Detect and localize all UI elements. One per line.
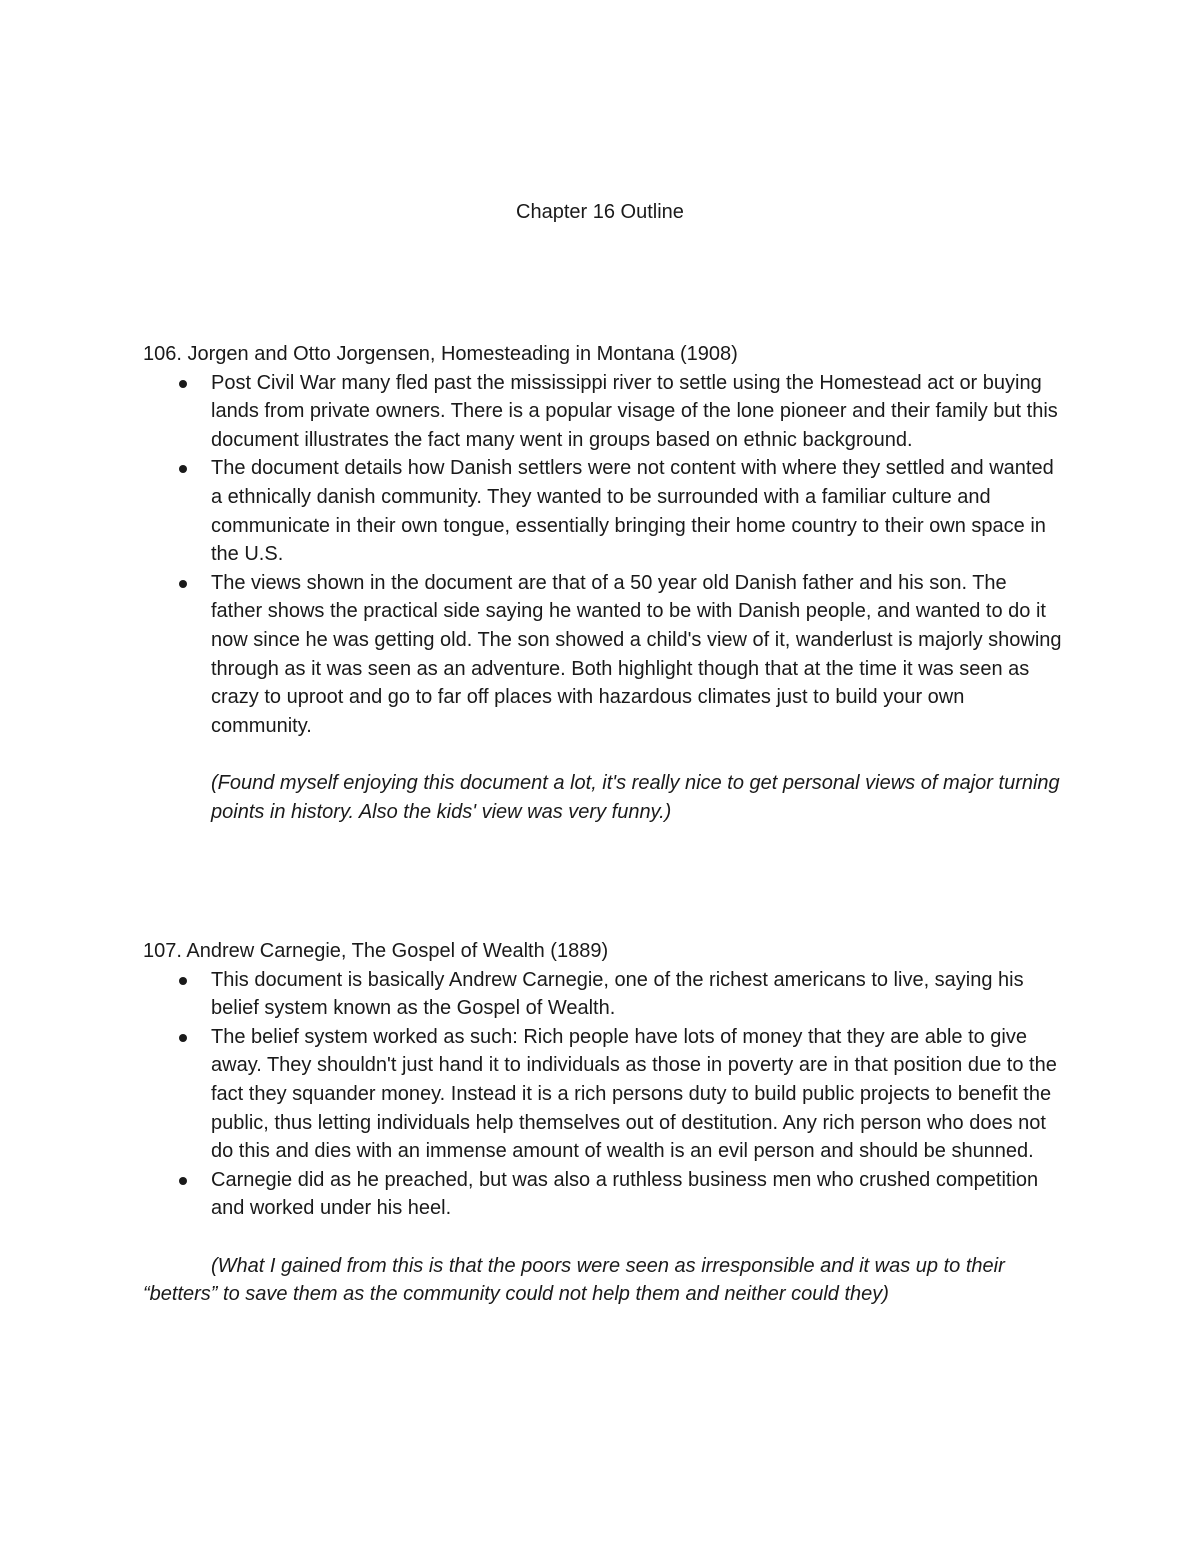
section-heading: 107. Andrew Carnegie, The Gospel of Wealth (1889) (143, 940, 609, 962)
bullet-icon (179, 977, 187, 985)
list-item-text: The views shown in the document are that of a 50 year old Danish father and his son. The father shows the practical side saying he wanted to be with Danish people, and wanted to do it now since he was getting old. The son showed a child's view of it, wanderlust is majorly showing through as it was seen as an adventure. Both highlight though that at the time it was seen as crazy to uproot and go to far off places with hazardous climates just to build your own community. (211, 571, 1062, 737)
bullet-icon (179, 465, 187, 473)
list-item (143, 1023, 1063, 1166)
bullet-icon (179, 1177, 187, 1185)
list-item (143, 569, 1063, 741)
list-item (143, 1166, 1063, 1223)
list-item (143, 454, 1063, 568)
list-item-text: The belief system worked as such: Rich people have lots of money that they are able to give away. They shouldn't just hand it to individuals as those in poverty are in that position due to the fact they squander money. Instead it is a rich persons duty to build public projects to benefit the public, thus letting individuals help themselves out of destitution. Any rich person who does not do this and dies with an immense amount of wealth is an evil person and should be shunned. (211, 1025, 1057, 1163)
document-title: Chapter 16 Outline (516, 201, 684, 223)
section-106 (143, 340, 1063, 826)
list-item-text: The document details how Danish settlers were not content with where they settled and wanted a ethnically danish community. They wanted to be surrounded with a familiar culture and communicate in their own tongue, essentially bringing their home country to their own space in the U.S. (211, 457, 1054, 566)
bullet-icon (179, 580, 187, 588)
section-note: (Found myself enjoying this document a lot, it's really nice to get personal views of major turning points in history. Also the kids' view was very funny.) (211, 771, 1060, 823)
bullet-list (143, 966, 1063, 1223)
list-item-text: This document is basically Andrew Carnegie, one of the richest americans to live, saying his belief system known as the Gospel of Wealth. (211, 968, 1024, 1020)
section-107 (143, 937, 1063, 1309)
bullet-icon (179, 1034, 187, 1042)
bullet-list (143, 369, 1063, 741)
list-item-text: Carnegie did as he preached, but was also a ruthless business men who crushed competition and worked under his heel. (211, 1168, 1039, 1220)
bullet-icon (179, 380, 187, 388)
list-item (143, 966, 1063, 1023)
section-note: (What I gained from this is that the poors were seen as irresponsible and it was up to their “betters” to save them as the community could not help them and neither could they) (143, 1254, 1005, 1306)
list-item-text: Post Civil War many fled past the mississippi river to settle using the Homestead act or buying lands from private owners. There is a popular visage of the lone pioneer and their family but this document illustrates the fact many went in groups based on ethnic background. (211, 371, 1058, 451)
section-heading: 106. Jorgen and Otto Jorgensen, Homesteading in Montana (1908) (143, 343, 738, 365)
list-item (143, 369, 1063, 455)
